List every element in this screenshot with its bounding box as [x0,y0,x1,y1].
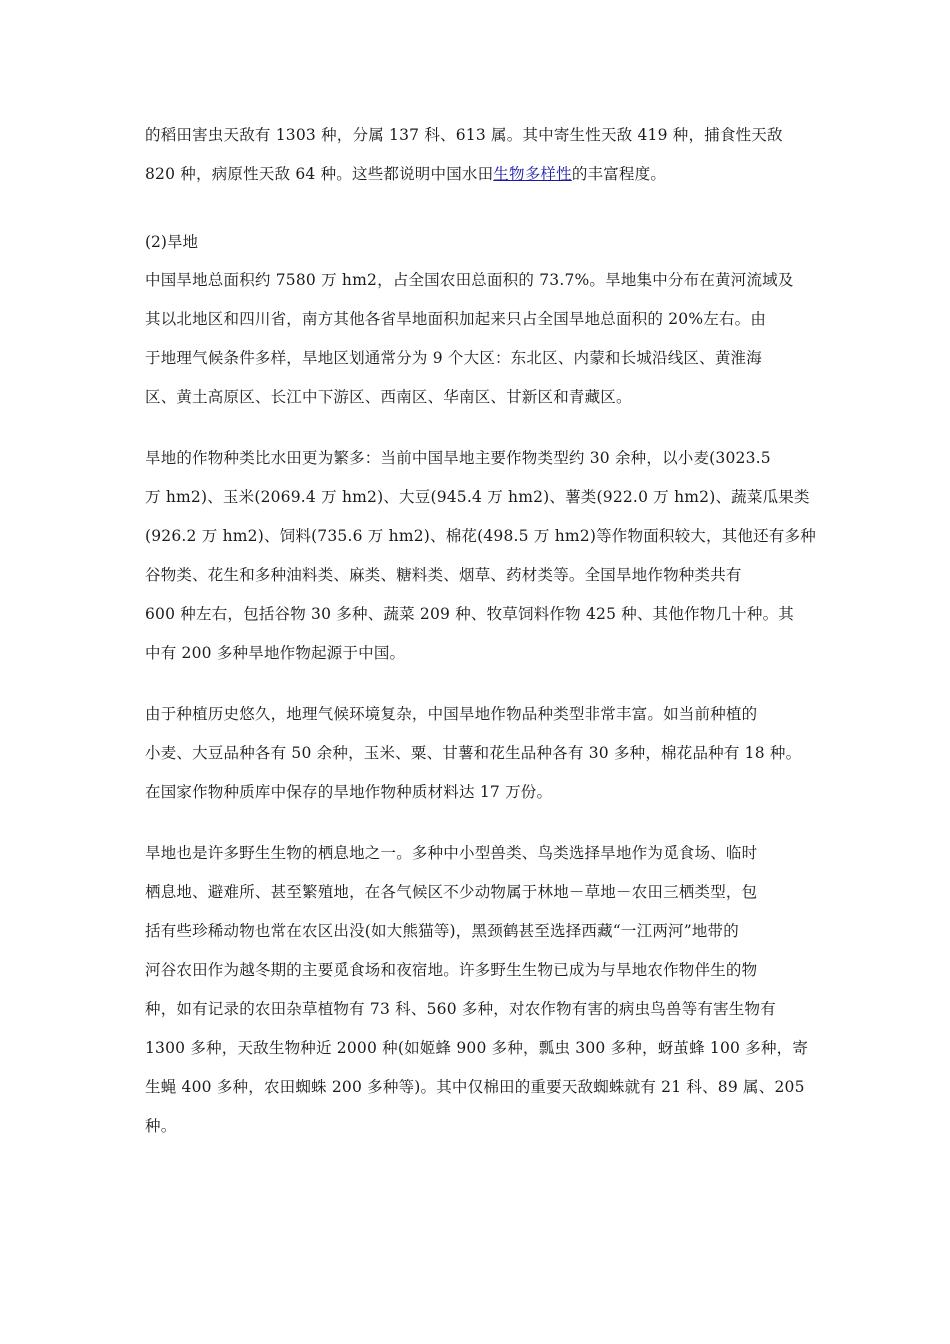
paragraph-line: 600 种左右，包括谷物 30 多种、蔬菜 209 种、牧草饲料作物 425 种、其他作物几十种。其 [145,605,794,623]
paragraph-line: 中国旱地总面积约 7580 万 hm2，占全国农田总面积的 73.7%。旱地集中分布在黄河流域及 [145,271,794,289]
intro-line-2-pre: 820 种，病原性天敌 64 种。这些都说明中国水田 [145,165,494,183]
intro-line-1: 的稻田害虫天敌有 1303 种，分属 137 科、613 属。其中寄生性天敌 419 种，捕食性天敌 [145,126,783,144]
paragraph-line: 旱地也是许多野生生物的栖息地之一。多种中小型兽类、鸟类选择旱地作为觅食场、临时 [145,844,758,862]
paragraph-line: 生蝇 400 多种，农田蜘蛛 200 多种等)。其中仅棉田的重要天敌蜘蛛就有 21 科、89 属、205 [145,1078,805,1096]
paragraph-gap [145,812,817,834]
paragraph-line: 1300 多种，天敌生物种近 2000 种(如姬蜂 900 多种，瓢虫 300 多种，蚜茧蜂 100 多种，寄 [145,1039,809,1057]
paragraph-line: 中有 200 多种旱地作物起源于中国。 [145,644,406,662]
paragraph-line: 由于种植历史悠久，地理气候环境复杂，中国旱地作物品种类型非常丰富。如当前种植的 [145,705,758,723]
paragraph-gap [145,673,817,695]
paragraph-line: (926.2 万 hm2)、饲料(735.6 万 hm2)、棉花(498.5 万 hm2)等作物面积较大，其他还有多种 [145,527,816,545]
paragraph-wildlife [145,834,817,1146]
paragraph-line: 在国家作物种质库中保存的旱地作物种质材料达 17 万份。 [145,783,553,801]
paragraph-line: 于地理气候条件多样，旱地区划通常分为 9 个大区：东北区、内蒙和长城沿线区、黄淮海 [145,349,762,367]
paragraph-line: 区、黄土高原区、长江中下游区、西南区、华南区、甘新区和青藏区。 [145,388,632,406]
paragraph-crop-types [145,439,817,673]
document-page [145,116,817,1146]
paragraph-line: 种，如有记录的农田杂草植物有 73 科、560 多种，对农作物有害的病虫鸟兽等有害生物有 [145,1000,776,1018]
intro-paragraph [145,116,817,194]
paragraph-line: 小麦、大豆品种各有 50 余种，玉米、粟、甘薯和花生品种各有 30 多种，棉花品种有 18 种。 [145,744,802,762]
paragraph-dryland-area [145,261,817,417]
paragraph-line: 河谷农田作为越冬期的主要觅食场和夜宿地。许多野生生物已成为与旱地农作物伴生的物 [145,961,758,979]
paragraph-line: 其以北地区和四川省，南方其他各省旱地面积加起来只占全国旱地总面积的 20%左右。由 [145,310,767,328]
paragraph-gap [145,417,817,439]
paragraph-crop-varieties [145,695,817,812]
paragraph-line: 旱地的作物种类比水田更为繁多：当前中国旱地主要作物类型约 30 余种，以小麦(3023.5 [145,449,771,467]
spacer [145,194,817,228]
intro-line-2 [145,155,817,194]
paragraph-line: 括有些珍稀动物也常在农区出没(如大熊猫等)，黑颈鹤甚至选择西藏“一江两河”地带的 [145,922,739,940]
intro-line-2-post: 的丰富程度。 [571,165,667,183]
paragraph-line: 种。 [145,1117,177,1135]
biodiversity-link[interactable]: 生物多样性 [493,165,572,183]
paragraph-line: 谷物类、花生和多种油料类、麻类、糖料类、烟草、药材类等。全国旱地作物种类共有 [145,566,742,584]
paragraph-line: 栖息地、避难所、甚至繁殖地，在各气候区不少动物属于林地－草地－农田三栖类型，包 [145,883,758,901]
paragraph-line: 万 hm2)、玉米(2069.4 万 hm2)、大豆(945.4 万 hm2)、薯类(922.0 万 hm2)、蔬菜瓜果类 [145,488,810,506]
section-heading: (2)旱地 [145,233,198,251]
